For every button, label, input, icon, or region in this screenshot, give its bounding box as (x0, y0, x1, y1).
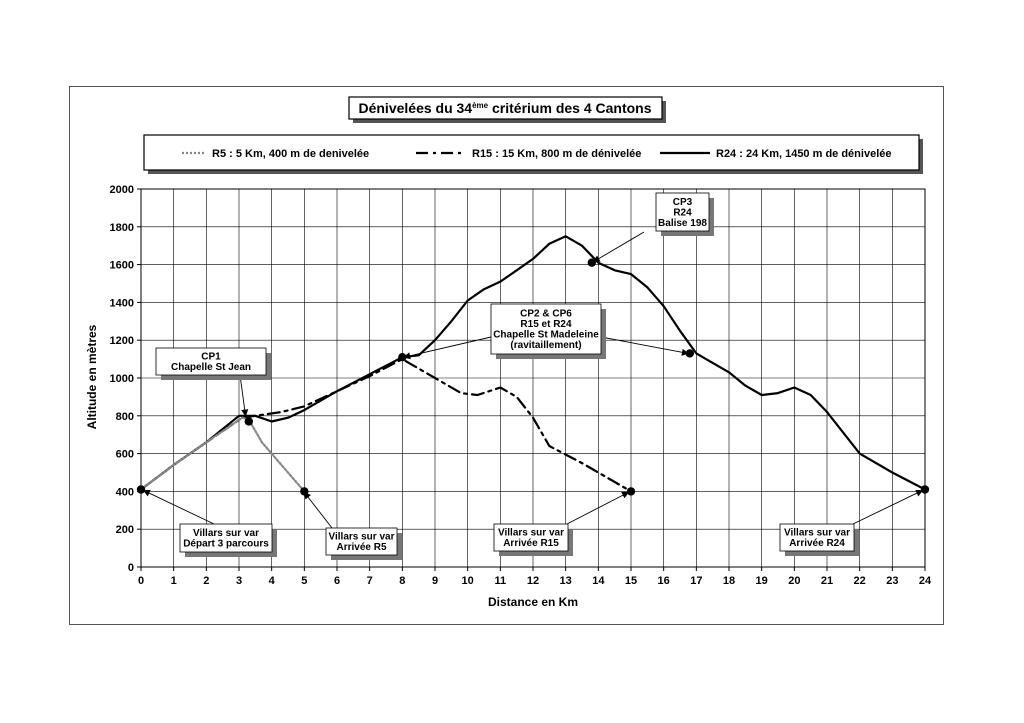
annotation-text: Arrivée R5 (336, 542, 387, 553)
annotation-arr5 (326, 528, 402, 560)
checkpoint-marker (921, 485, 929, 493)
x-tick-label: 17 (690, 575, 703, 587)
x-tick-label: 4 (268, 575, 275, 587)
x-tick-label: 24 (918, 575, 932, 587)
elevation-chart (70, 87, 943, 624)
annotation-text: CP1 (201, 351, 221, 363)
x-tick-label: 20 (788, 575, 801, 587)
annotation-arr24 (780, 524, 859, 556)
annotation-arrow (304, 492, 332, 528)
y-axis-title: Altitude en mètres (85, 324, 99, 430)
annotation-text: Départ 3 parcours (183, 538, 269, 550)
x-tick-label: 23 (886, 575, 899, 587)
annotation-arrow (593, 232, 644, 262)
checkpoint-marker (137, 485, 145, 493)
annotation-cp3 (656, 193, 714, 236)
x-tick-label: 8 (399, 575, 406, 587)
checkpoint-marker (245, 417, 253, 425)
annotation-arrow (567, 492, 628, 524)
x-tick-label: 1 (170, 575, 177, 587)
annotation-text: Villars sur var (498, 527, 564, 539)
annotation-text: Chapelle St Madeleine (493, 329, 599, 341)
x-tick-label: 0 (137, 575, 145, 587)
annotation-text: CP3 (672, 196, 693, 208)
y-tick-label: 1600 (109, 259, 134, 272)
x-axis-title: Distance en Km (487, 595, 579, 609)
annotation-text: Balise 198 (658, 217, 707, 229)
chart-title: Dénivelées du 34ème critérium des 4 Cantons (358, 100, 652, 116)
y-tick-label: 1800 (109, 221, 134, 234)
y-tick-label: 1200 (109, 335, 134, 348)
checkpoint-marker (627, 487, 635, 495)
y-tick-label: 600 (115, 448, 134, 461)
x-tick-label: 5 (301, 575, 308, 587)
annotation-arrow (144, 490, 214, 524)
annotation-text: CP2 & CP6 (520, 308, 572, 320)
annotation-arrow (853, 490, 922, 524)
annotation-text: R24 (673, 207, 692, 219)
y-tick-label: 400 (115, 486, 134, 499)
x-tick-label: 22 (853, 575, 866, 587)
y-tick-label: 800 (115, 410, 134, 423)
x-tick-label: 13 (559, 575, 572, 587)
annotation-text: Villars sur var (784, 527, 850, 539)
annotation-text: R15 et R24 (520, 319, 572, 330)
checkpoint-marker (588, 259, 596, 267)
checkpoint-marker (686, 349, 694, 357)
x-tick-label: 6 (333, 575, 341, 587)
annotation-text: (ravitaillement) (510, 340, 582, 351)
x-tick-label: 12 (526, 575, 540, 587)
x-tick-label: 11 (494, 575, 507, 587)
chart-frame (69, 86, 944, 625)
legend-label-r15: R15 : 15 Km, 800 m de dénivelée (472, 148, 642, 160)
legend (144, 135, 923, 174)
y-tick-label: 2000 (109, 184, 134, 196)
x-tick-label: 9 (431, 575, 439, 587)
x-tick-label: 19 (755, 575, 768, 587)
annotation-cp1 (156, 348, 271, 380)
x-tick-label: 14 (592, 575, 605, 587)
x-tick-label: 10 (461, 575, 474, 587)
x-tick-label: 21 (820, 575, 834, 587)
y-tick-label: 0 (127, 562, 134, 574)
chart-title-box (349, 97, 666, 123)
y-tick-label: 200 (115, 524, 134, 537)
x-tick-label: 7 (366, 575, 373, 587)
x-tick-label: 16 (657, 575, 670, 587)
annotation-arrow (601, 337, 688, 353)
y-tick-label: 1400 (109, 297, 134, 310)
y-tick-label: 1000 (109, 373, 134, 385)
annotation-text: Villars sur var (328, 531, 395, 543)
annotation-arr15 (494, 524, 573, 556)
annotation-start (180, 524, 277, 557)
legend-label-r5: R5 : 5 Km, 400 m de denivelée (212, 148, 370, 160)
legend-label-r24: R24 : 24 Km, 1450 m de dénivelée (716, 148, 892, 160)
annotation-text: Arrivée R24 (789, 538, 845, 549)
checkpoint-marker (398, 353, 406, 361)
annotation-arrow (240, 375, 246, 416)
x-tick-label: 3 (235, 575, 243, 587)
annotation-text: Arrivée R15 (503, 538, 559, 549)
x-tick-label: 2 (203, 575, 210, 587)
annotation-text: Villars sur var (193, 528, 259, 539)
checkpoint-marker (300, 487, 308, 495)
annotation-cp2 (491, 304, 606, 359)
x-tick-label: 15 (624, 575, 638, 587)
x-tick-label: 18 (722, 575, 736, 587)
annotation-text: Chapelle St Jean (170, 362, 252, 373)
